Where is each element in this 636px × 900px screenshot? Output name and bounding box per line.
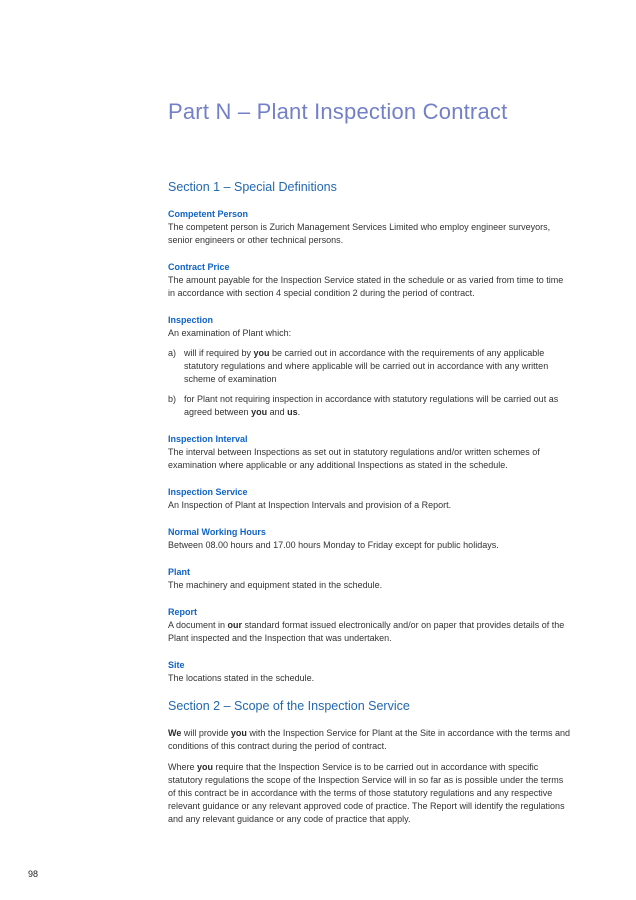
definition-body: The locations stated in the schedule. <box>168 673 315 683</box>
definition-body: Between 08.00 hours and 17.00 hours Monday to Friday except for public holidays. <box>168 540 499 550</box>
section-1-heading: Section 1 – Special Definitions <box>168 180 337 194</box>
definition-list <box>168 347 571 419</box>
definition-term: Inspection Service <box>168 487 248 497</box>
page-number: 98 <box>28 869 39 879</box>
section-1 <box>168 180 571 685</box>
definition-body: An examination of Plant which: <box>168 328 292 338</box>
definition-inspection <box>168 314 571 419</box>
definition-normal-working-hours <box>168 526 571 552</box>
definition-term: Normal Working Hours <box>168 527 266 537</box>
paragraph: We will provide you with the Inspection Service for Plant at the Site in accordance with the terms and conditions of this contract during the period of contract. <box>168 728 571 751</box>
definition-term: Inspection Interval <box>168 434 248 444</box>
section-2-heading: Section 2 – Scope of the Inspection Service <box>168 699 410 713</box>
definition-term: Inspection <box>168 315 214 325</box>
definition-plant <box>168 566 571 592</box>
list-marker: a) <box>168 348 177 358</box>
definition-term: Site <box>168 660 185 670</box>
definition-term: Report <box>168 607 197 617</box>
list-item-b <box>168 393 571 419</box>
definition-competent-person <box>168 208 571 247</box>
definition-contract-price <box>168 261 571 300</box>
definition-body: The machinery and equipment stated in the schedule. <box>168 580 383 590</box>
definition-term: Plant <box>168 567 191 577</box>
list-marker: b) <box>168 394 177 404</box>
definition-report <box>168 606 571 645</box>
definition-inspection-service <box>168 486 571 512</box>
definition-body: A document in our standard format issued electronically and/or on paper that provides details of the Plant inspected and the Inspection that was undertaken. <box>168 620 565 643</box>
definition-inspection-interval <box>168 433 571 472</box>
definition-site <box>168 659 571 685</box>
definition-body: The amount payable for the Inspection Service stated in the schedule or as varied from time to time in accordance with section 4 special condition 2 during the period of contract. <box>168 275 564 298</box>
paragraph: Where you require that the Inspection Service is to be carried out in accordance with specific statutory regulations the scope of the Inspection Service will in so far as is possible under the terms of this contract be in accordance with the terms of those statutory regulations and any respective relevant guidance or any relevant approved code of practice. The Report will identify the regulations and any relevant guidance or any code of practice that apply. <box>168 762 565 824</box>
page-content <box>168 99 571 834</box>
page-title: Part N – Plant Inspection Contract <box>168 99 508 124</box>
list-item-a <box>168 347 571 386</box>
definition-term: Competent Person <box>168 209 249 219</box>
definition-body: The interval between Inspections as set out in statutory regulations and/or written schemes of examination where applicable or any additional Inspections as stated in the schedule. <box>168 447 540 470</box>
definition-body: The competent person is Zurich Management Services Limited who employ engineer surveyors, senior engineers or other technical persons. <box>168 222 551 245</box>
list-item-text: will if required by you be carried out in accordance with the requirements of any applicable statutory regulations and where applicable will be carried out in accordance with any written scheme of examination <box>184 348 549 384</box>
definition-term: Contract Price <box>168 262 230 272</box>
list-item-text: for Plant not requiring inspection in accordance with statutory regulations will be carried out as agreed between you and us. <box>184 394 559 417</box>
section-2 <box>168 699 571 826</box>
definition-body: An Inspection of Plant at Inspection Intervals and provision of a Report. <box>168 500 452 510</box>
